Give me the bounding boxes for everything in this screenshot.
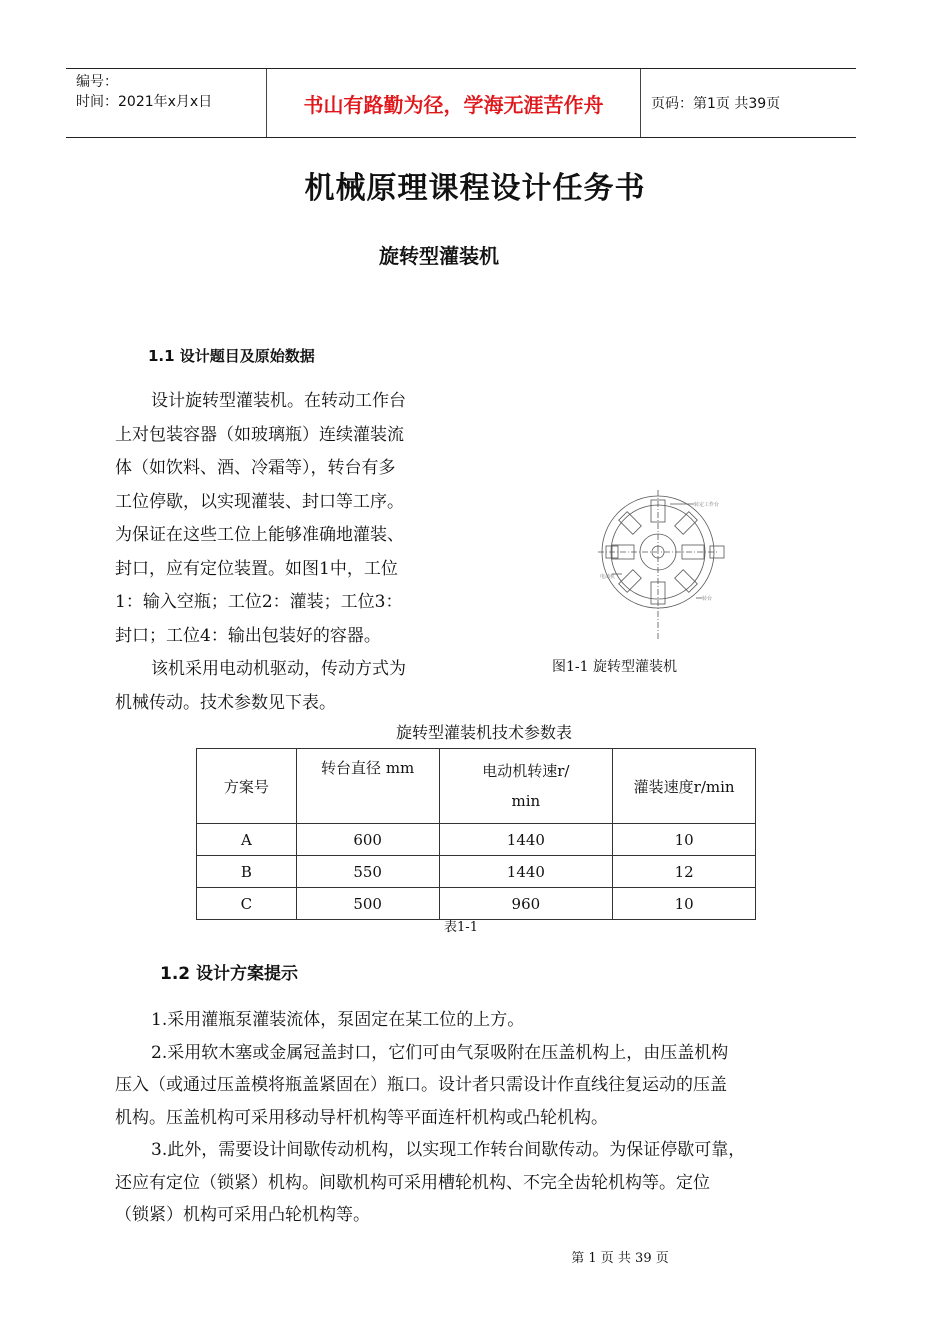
text-line: 上对包装容器（如玻璃瓶）连续灌装流: [115, 424, 404, 445]
text-line: 设计旋转型灌装机。在转动工作台: [151, 391, 406, 411]
text-line: 封口；工位4：输出包装好的容器。: [115, 625, 381, 646]
text-line: 机构。压盖机构可采用移动导杆机构等平面连杆机构或凸轮机构。: [115, 1107, 608, 1128]
table-cell: 550: [296, 856, 439, 888]
header-cell: [439, 749, 613, 824]
text-line: （锁紧）机构可采用凸轮机构等。: [115, 1205, 370, 1225]
table-note: 表1-1: [444, 920, 478, 935]
text-line: 2.采用软木塞或金属冠盖封口，它们可由气泵吸附在压盖机构上，由压盖机构: [151, 1042, 729, 1063]
table-caption: 旋转型灌装机技术参数表: [395, 723, 572, 742]
header-meta: [66, 69, 267, 137]
table-row: [197, 888, 756, 920]
table-cell: 10: [613, 824, 756, 856]
code-label: 编号：: [76, 74, 118, 90]
text-line: 1.采用灌瓶泵灌装流体，泵固定在某工位的上方。: [151, 1010, 525, 1030]
table-cell: 600: [296, 824, 439, 856]
text-line: 压入（或通过压盖模将瓶盖紧固在）瓶口。设计者只需设计作直线往复运动的压盖: [115, 1075, 727, 1095]
table-cell: 1440: [439, 856, 613, 888]
header-cell-line: 电动机转速r/: [482, 762, 570, 780]
svg-text:转定工作台: 转定工作台: [694, 502, 720, 508]
page-subtitle: 旋转型灌装机: [379, 244, 499, 268]
header-cell: 方案号: [197, 749, 297, 824]
text-line: 该机采用电动机驱动，传动方式为: [151, 659, 406, 679]
table-cell: 1440: [439, 824, 613, 856]
table-cell: 10: [613, 888, 756, 920]
page-header: [66, 68, 856, 138]
page-footer: 第 1 页 共 39 页: [571, 1251, 669, 1266]
section2-heading: 1.2 设计方案提示: [160, 964, 299, 984]
table-row: [197, 856, 756, 888]
text-line: 为保证在这些工位上能够准确地灌装、: [115, 525, 404, 545]
text-line: 3.此外，需要设计间歇传动机构，以实现工作转台间歇传动。为保证停歇可靠，: [151, 1140, 746, 1160]
page-number-label: 页码：第1页 共39页: [651, 96, 781, 112]
table-cell: A: [197, 824, 297, 856]
header-cell: 灌装速度r/min: [613, 749, 756, 824]
text-line: 1：输入空瓶；工位2：灌装；工位3：: [115, 592, 403, 612]
table-row: [197, 824, 756, 856]
table-header-row: [197, 749, 756, 824]
table-cell: 12: [613, 856, 756, 888]
table-cell: 960: [439, 888, 613, 920]
header-cell: 转台直径 mm: [296, 749, 439, 824]
header-motto: 书山有路勤为径，学海无涯苦作舟: [267, 69, 641, 137]
turntable-figure: [598, 480, 748, 650]
table-cell: B: [197, 856, 297, 888]
text-line: 还应有定位（锁紧）机构。间歇机构可采用槽轮机构、不完全齿轮机构等。定位: [115, 1172, 710, 1193]
section2-body: [115, 1004, 825, 1232]
time-label: 时间：2021年x月x日: [76, 94, 213, 110]
text-line: 体（如饮料、酒、冷霜等），转台有多: [115, 458, 396, 478]
table-cell: C: [197, 888, 297, 920]
section1-heading: 1.1 设计题目及原始数据: [148, 347, 315, 365]
parameters-table: [196, 748, 756, 920]
section1-paragraph: [115, 385, 465, 720]
page-title: 机械原理课程设计任务书: [304, 171, 646, 206]
svg-text:转台: 转台: [702, 596, 713, 602]
text-line: 封口，应有定位装置。如图1中，工位: [115, 558, 398, 579]
svg-text:电动机: 电动机: [600, 574, 616, 580]
text-line: 工位停歇，以实现灌装、封口等工序。: [115, 491, 404, 512]
text-line: 机械传动。技术参数见下表。: [115, 692, 336, 713]
turntable-drawing: [598, 480, 748, 650]
table-cell: 500: [296, 888, 439, 920]
figure-caption: 图1-1 旋转型灌装机: [552, 659, 677, 675]
header-cell-line: min: [511, 792, 541, 810]
